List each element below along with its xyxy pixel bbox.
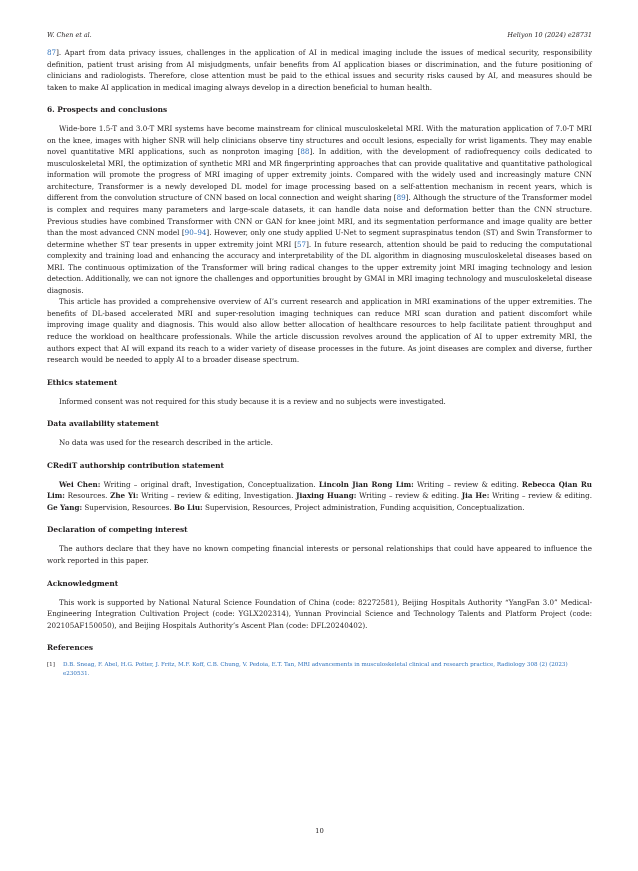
ethics-text: Informed consent was not required for this study because it is a review and no subjects were investigated. xyxy=(59,396,446,406)
section-heading-credit: CRediT authorship contribution statement xyxy=(47,460,224,470)
intro-paragraph: 87]. Apart from data privacy issues, challenges in the application of AI in medical imaging include the issues of medical security, responsibility definition, patient trust arising from AI misjudgments, unfair benefits from AI application biases or discrimination, and the future positioning of clinicians and radiologists. Therefore, close attention must be paid to the ethical issues and security risks caused by AI, and measures should be taken to make AI application in medical imaging always develop in a direction beneficial to human health. xyxy=(47,48,592,92)
reference-link[interactable]: D.B. Sneag, F. Abel, H.G. Potter, J. Fritz, M.F. Koff, C.B. Chung, V. Pedoia, E.T. Tan, MRI advancements in musculoskeletal clinical and research practice, Radiology 308 (2) (2023) e230531. xyxy=(63,662,568,678)
prospects-paragraph-2: This article has provided a comprehensive overview of AI’s current research and application in MRI examinations of the upper extremities. The benefits of DL-based accelerated MRI and super-resolution imaging techniques can reduce MRI scan duration and patient discomfort while improving image quality and diagnosis. This would also allow better allocation of healthcare resources to help facilitate patient throughput and reduce the workload on healthcare professionals. While the article discussion revolves around the application of AI to upper extremity MRI, the authors expect that AI will expand its reach to a wider variety of disease processes in the future. As joint diseases are complex and diverse, further research would be needed to apply AI to a broader disease spectrum. xyxy=(47,297,592,365)
article-body xyxy=(47,47,592,679)
running-header-journal: Heliyon 10 (2024) e28731 xyxy=(507,31,592,39)
citation-link[interactable]: 87 xyxy=(47,48,57,57)
section-heading-acknowledgment: Acknowledgment xyxy=(47,578,119,588)
reference-item[interactable] xyxy=(47,661,592,679)
acknowledgment-text: This work is supported by National Natural Science Foundation of China (code: 82272581), Beijing Hospitals Authority “YangFan 3.0” Medical-Engineering Integration Cultivation Project (code: YGLX202314), Yunnan Provincial Science and Technology Talents and Platform Project (code: 202105AF150050), and Beijing Hospitals Authority’s Ascent Plan (code: DFL20240402). xyxy=(47,597,592,630)
data-availability-text: No data was used for the research described in the article. xyxy=(59,438,273,448)
competing-interest-text: The authors declare that they have no known competing financial interests or personal relationships that could have appeared to influence the work reported in this paper. xyxy=(47,544,592,565)
citation-link[interactable]: 57 xyxy=(297,239,307,249)
citation-link[interactable]: 89 xyxy=(396,193,406,203)
section-heading-references: References xyxy=(47,643,94,653)
prospects-paragraph-1: Wide-bore 1.5-T and 3.0-T MRI systems have become mainstream for clinical musculoskeletal MRI. With the maturation application of 7.0-T MRI on the knee, images with higher SNR will help clinicians observe tiny structures and occult lesions, especially for wrist ligaments. They may enable novel quantitative MRI applications, such as nonproton imaging [88]. In addition, with the development of radiofrequency coils dedicated to musculoskeletal MRI, the optimization of synthetic MRI and MR fingerprinting approaches that can provide qualitative and quantitative pathological information will promote the progress of MRI imaging of upper extremity joints. Compared with the widely used and increasingly mature CNN architecture, Transformer is a newly developed DL model for image processing based on a self-attention mechanism in recent years, which is different from the convolution structure of CNN based on local connection and weight sharing [89]. Although the structure of the Transformer model is complex and requires many parameters and large-scale datasets, it can handle data noise and deformation better than the CNN structure. Previous studies have combined Transformer with CNN or GAN for knee joint MRI, and its segmentation performance and image quality are better than the most advanced CNN model [90–94]. However, only one study applied U-Net to segment supraspinatus tendon (ST) and Swin Transformer to determine whether ST tear presents in upper extremity joint MRI [57]. In future research, attention should be paid to reducing the computational complexity and training load and enhancing the accuracy and interpretability of the DL algorithm in diagnosing musculoskeletal diseases based on MRI. The continuous optimization of the Transformer will bring radical changes to the upper extremity joint MRI imaging technology and lesion detection. Additionally, we can not ignore the challenges and opportunities brought by GMAI in MRI imaging technology and musculoskeletal disease diagnosis. xyxy=(47,124,592,295)
credit-text: Wei Chen: Writing – original draft, Investigation, Conceptualization. Lincoln Jian Rong Lim: Writing – review & editing. Rebecca Qian Ru Lim: Resources. Zhe Yi: Writing – review & editing, Investigation. Jiaxing Huang: Writing – review & editing. Jia He: Writing – review & editing. Ge Yang: Supervision, Resources. Bo Liu: Supervision, Resources, Project administration, Funding acquisition, Conceptualization. xyxy=(47,479,592,512)
section-heading-ethics: Ethics statement xyxy=(47,377,118,387)
section-heading-competing-interest: Declaration of competing interest xyxy=(47,525,188,535)
running-header-author: W. Chen et al. xyxy=(47,31,92,39)
section-heading-data-availability: Data availability statement xyxy=(47,419,159,429)
section-heading-prospects: 6. Prospects and conclusions xyxy=(47,105,168,115)
citation-link[interactable]: 88 xyxy=(300,147,310,157)
reference-number: [1] xyxy=(47,662,55,669)
page-number: 10 xyxy=(315,827,324,835)
citation-link[interactable]: 90–94 xyxy=(184,228,207,238)
